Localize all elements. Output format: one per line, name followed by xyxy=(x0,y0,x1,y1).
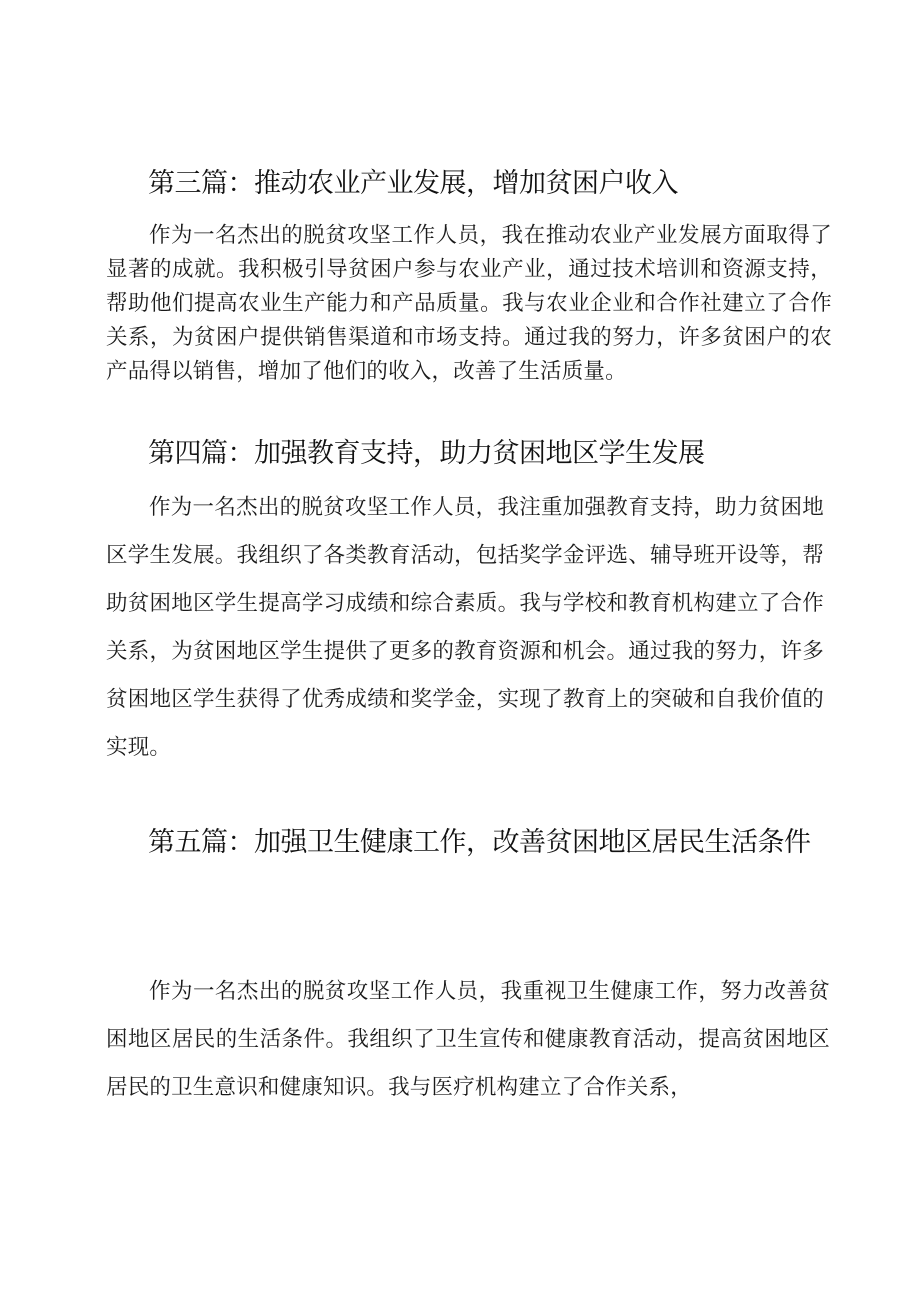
section-heading-4: 第四篇：加强教育支持，助力贫困地区学生发展 xyxy=(148,438,705,469)
section-paragraph-3: 作为一名杰出的脱贫攻坚工作人员，我在推动农业产业发展方面取得了显著的成就。我积极引导贫困户参与农业产业，通过技术培训和资源支持，帮助他们提高农业生产能力和产品质量。我与农业企业和合作社建立了合作关系，为贫困户提供销售渠道和市场支持。通过我的努力，许多贫困户的农产品得以销售，增加了他们的收入，改善了生活质量。 xyxy=(106,223,832,384)
section-heading-5: 第五篇：加强卫生健康工作，改善贫困地区居民生活条件 xyxy=(148,827,811,858)
section-heading-3: 第三篇：推动农业产业发展，增加贫困户收入 xyxy=(148,168,678,199)
section-paragraph-4: 作为一名杰出的脱贫攻坚工作人员，我注重加强教育支持，助力贫困地区学生发展。我组织了各类教育活动，包括奖学金评选、辅导班开设等，帮助贫困地区学生提高学习成绩和综合素质。我与学校和教育机构建立了合作关系，为贫困地区学生提供了更多的教育资源和机会。通过我的努力，许多贫困地区学生获得了优秀成绩和奖学金，实现了教育上的突破和自我价值的实现。 xyxy=(106,495,824,760)
section-paragraph-5: 作为一名杰出的脱贫攻坚工作人员，我重视卫生健康工作，努力改善贫困地区居民的生活条件。我组织了卫生宣传和健康教育活动，提高贫困地区居民的卫生意识和健康知识。我与医疗机构建立了合作关系， xyxy=(106,979,830,1100)
